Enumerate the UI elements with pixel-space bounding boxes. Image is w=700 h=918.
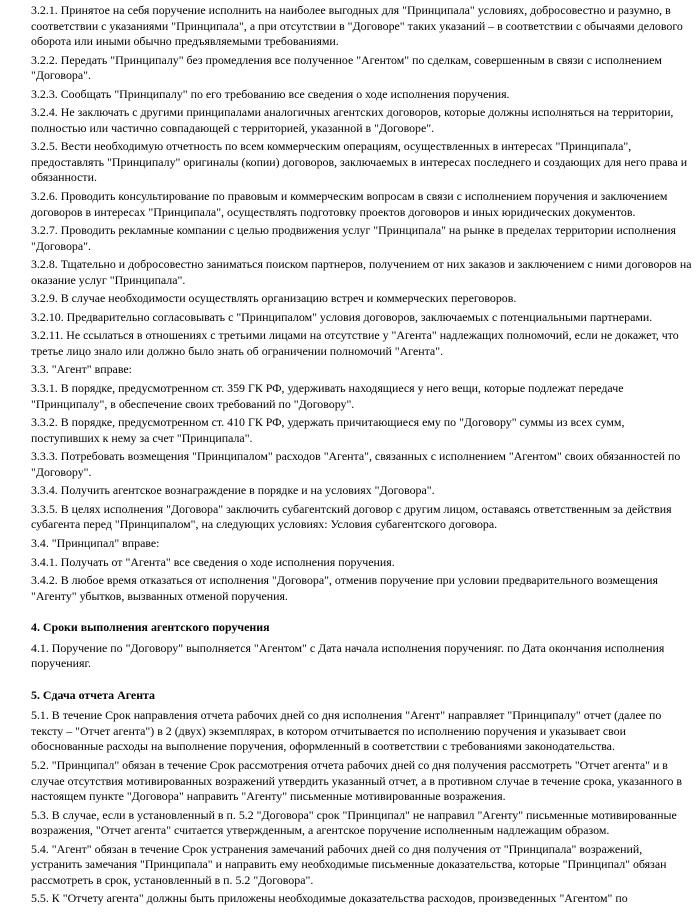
clause-5-3: 5.3. В случае, если в установленный в п. 5.2 "Договора" срок "Принципал" не направил "Агенту" письменные мотивированные возражения, "Отчет агента" считается утвержденным, а агентское поручение исполненным надлежащим образом. — [31, 807, 677, 838]
clause-5-5: 5.5. К "Отчету агента" должны быть приложены необходимые доказательства расходов, произведенных "Агентом" по — [31, 891, 628, 906]
clause-3-2-5: 3.2.5. Вести необходимую отчетность по всем коммерческим операциям, осуществленных в интересах "Принципала", предоставлять "Принципалу" оригиналы (копии) договоров, заключаемых в интересах последнего и создающих для него права и обязанности. — [31, 139, 688, 185]
clause-3-2-1: 3.2.1. Принятое на себя поручение исполнить на наиболее выгодных для "Принципала" условиях, добросовестно и разумно, в соответствии с указаниями "Принципала", а при отсутствии в "Договоре" таких указаний – в соответствии с обычаями делового оборота или иными обычно предъявляемыми требованиями. — [31, 3, 683, 49]
clause-3-2-9: 3.2.9. В случае необходимости осуществлять организацию встреч и коммерческих переговоров. — [31, 291, 517, 306]
clause-3-4-2: 3.4.2. В любое время отказаться от исполнения "Договора", отменив поручение при условии предварительного возмещения "Агенту" убытков, вызванных отменой поручения. — [31, 573, 658, 603]
clause-3-2-11: 3.2.11. Не ссылаться в отношениях с третьими лицами на отсутствие у "Агента" надлежащих полномочий, если не докажет, что третье лицо знало или должно было знать об ограничении полномочий "Агента". — [31, 328, 679, 358]
clause-5-1: 5.1. В течение Срок направления отчета рабочих дней со дня исполнения "Агент" направляет "Принципалу" отчет (далее по тексту – "Отчет агента") в 2 (двух) экземплярах, в котором отчитывается по исполнению поручения и указывает свои обоснованные расходы на выполнение поручения, оформленный в соответствии с требованиями законодательства. — [31, 708, 662, 754]
clause-3-4-1: 3.4.1. Получать от "Агента" все сведения о ходе исполнения поручения. — [31, 554, 395, 569]
clause-3-3-4: 3.3.4. Получить агентское вознаграждение в порядке и на условиях "Договора". — [31, 483, 435, 498]
clause-3-4: 3.4. "Принципал" вправе: — [31, 535, 160, 550]
clause-5-4: 5.4. "Агент" обязан в течение Срок устранения замечаний рабочих дней со дня получения от "Принципала" возражений, устранить замечания "Принципала" и направить ему необходимые письменные доказательства, которые "Принципал" обязан рассмотреть в срок, установленный в п. 5.2 "Договора". — [31, 841, 667, 887]
clause-3-2-3: 3.2.3. Сообщать "Принципалу" по его требованию все сведения о ходе исполнения поручения. — [31, 86, 510, 101]
clause-4-1: 4.1. Поручение по "Договору" выполняется "Агентом" с Дата начала исполнения порученияг. по Дата окончания исполнения порученияг. — [31, 640, 665, 671]
clause-3-2-10: 3.2.10. Предварительно согласовывать с "Принципалом" условия договоров, заключаемых с потенциальными партнерами. — [31, 309, 653, 324]
clause-3-3-3: 3.3.3. Потребовать возмещения "Принципалом" расходов "Агента", связанных с исполнением "Агентом" своих обязанностей по "Договору". — [31, 449, 681, 479]
clause-3-3-5: 3.3.5. В целях исполнения "Договора" заключить субагентский договор с другим лицом, оставаясь ответственным за действия субагента перед "Принципалом", на следующих условиях: Условия субагентского договора. — [31, 501, 672, 532]
clause-5-2: 5.2. "Принципал" обязан в течение Срок рассмотрения отчета рабочих дней со дня получения рассмотреть "Отчет агента" и в случае отсутствия мотивированных возражений утвердить указанный отчет, а в противном случае в течение срока, указанного в настоящем пункте "Договора" направить "Агенту" письменные мотивированные возражения. — [31, 757, 683, 804]
clause-3-3-1: 3.3.1. В порядке, предусмотренном ст. 359 ГК РФ, удерживать находящиеся у него вещи, которые подлежат передаче "Принципалу", в обеспечение своих требований по "Договору". — [31, 381, 624, 411]
clause-3-3: 3.3. "Агент" вправе: — [31, 362, 132, 377]
clause-3-2-2: 3.2.2. Передать "Принципалу" без промедления все полученное "Агентом" по сделкам, совершенным в связи с исполнением "Договора". — [31, 52, 662, 83]
clause-3-2-7: 3.2.7. Проводить рекламные компании с целью продвижения услуг "Принципала" на рынке в пределах территории исполнения "Договора". — [31, 223, 676, 253]
clause-3-2-6: 3.2.6. Проводить консультирование по правовым и коммерческим вопросам в связи с исполнением поручения и заключением договоров в интересах "Принципала", осуществлять подготовку проектов договоров и иных юридических документов. — [31, 189, 668, 219]
clause-3-3-2: 3.3.2. В порядке, предусмотренном ст. 410 ГК РФ, удержать причитающиеся ему по "Договору" суммы из всех сумм, поступивших к нему за счет "Принципала". — [31, 415, 625, 445]
clause-3-2-8: 3.2.8. Тщательно и добросовестно заниматься поиском партнеров, получением от них заказов и заключением с ними договоров на оказание услуг "Принципала". — [31, 257, 692, 287]
clause-3-2-4: 3.2.4. Не заключать с другими принципалами аналогичных агентских договоров, которые должны исполняться на территории, полностью или частично совпадающей с территорией, указанной в "Договоре". — [31, 105, 674, 135]
section-5-heading: 5. Сдача отчета Агента — [31, 687, 155, 702]
section-4-heading: 4. Сроки выполнения агентского поручения — [31, 620, 270, 635]
